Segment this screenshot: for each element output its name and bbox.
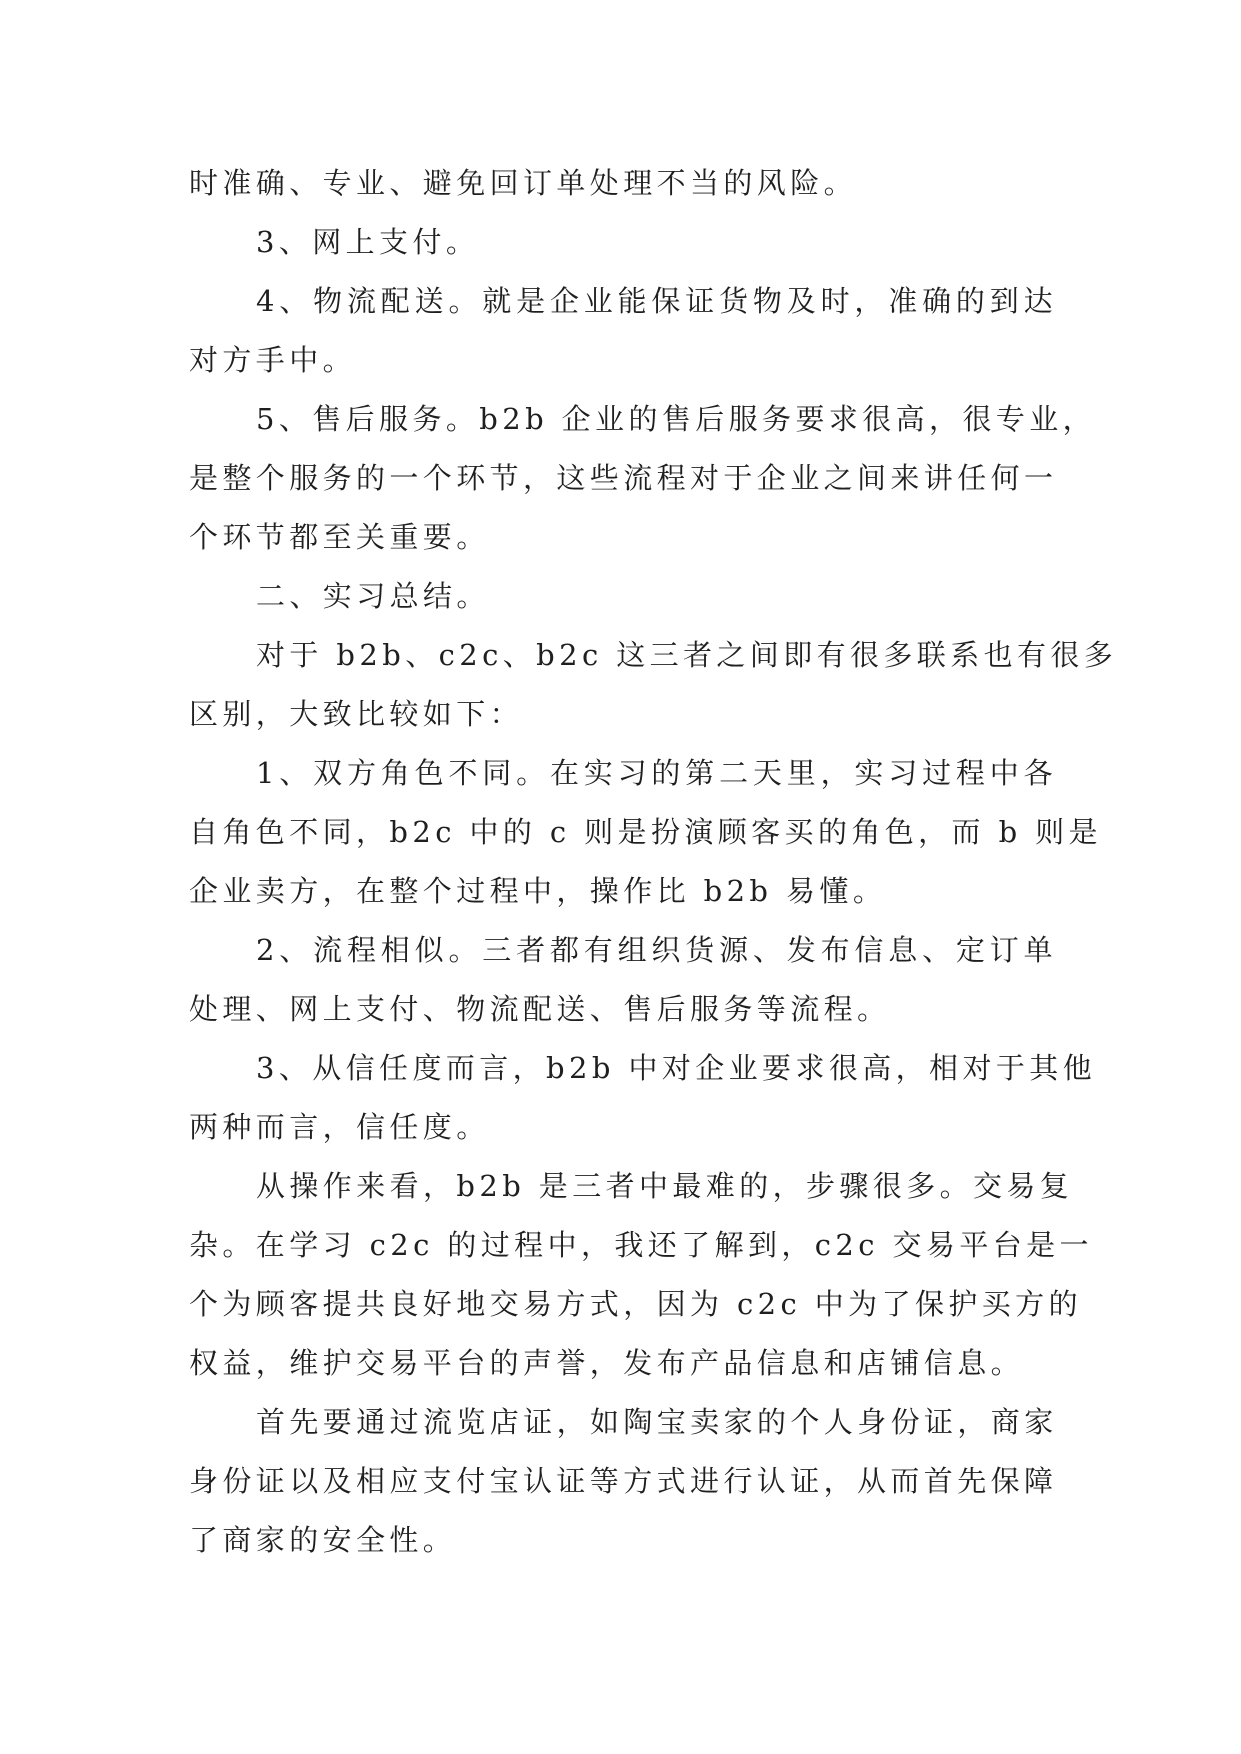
text-line: 企业卖方，在整个过程中，操作比 b2b 易懂。 <box>189 874 887 908</box>
text-line: 4、物流配送。就是企业能保证货物及时，准确的到达 <box>256 284 1057 318</box>
paragraph-continued <box>189 154 1057 213</box>
text-line: 处理、网上支付、物流配送、售后服务等流程。 <box>189 992 891 1026</box>
paragraph <box>189 744 1102 921</box>
text-line: 首先要通过流览店证，如陶宝卖家的个人身份证，商家 <box>256 1405 1058 1439</box>
text-line: 个为顾客提共良好地交易方式，因为 c2c 中为了保护买方的 <box>189 1287 1082 1321</box>
text-line: 2、流程相似。三者都有组织货源、发布信息、定订单 <box>256 933 1057 967</box>
text-line: 杂。在学习 c2c 的过程中，我还了解到，c2c 交易平台是一 <box>189 1228 1093 1262</box>
paragraph <box>189 390 1097 567</box>
text-line: 对方手中。 <box>189 343 357 377</box>
text-line: 两种而言，信任度。 <box>189 1110 490 1144</box>
paragraph <box>189 1157 1093 1393</box>
paragraph <box>189 1393 1057 1570</box>
text-line: 身份证以及相应支付宝认证等方式进行认证，从而首先保障 <box>189 1464 1058 1498</box>
paragraph <box>189 272 1057 390</box>
text-line: 二、实习总结。 <box>256 579 490 613</box>
text-line: 3、从信任度而言，b2b 中对企业要求很高，相对于其他 <box>256 1051 1097 1085</box>
text-line: 从操作来看，b2b 是三者中最难的，步骤很多。交易复 <box>256 1169 1074 1203</box>
paragraph <box>189 626 1118 744</box>
text-line: 了商家的安全性。 <box>189 1523 457 1557</box>
paragraph <box>189 921 1057 1039</box>
text-line: 是整个服务的一个环节，这些流程对于企业之间来讲任何一 <box>189 461 1058 495</box>
text-line: 对于 b2b、c2c、b2c 这三者之间即有很多联系也有很多 <box>256 638 1118 672</box>
text-line: 自角色不同，b2c 中的 c 则是扮演顾客买的角色，而 b 则是 <box>189 815 1102 849</box>
paragraph <box>189 1039 1097 1157</box>
text-line: 5、售后服务。b2b 企业的售后服务要求很高，很专业， <box>256 402 1097 436</box>
text-line: 权益，维护交易平台的声誉，发布产品信息和店铺信息。 <box>189 1346 1025 1380</box>
text-line: 1、双方角色不同。在实习的第二天里，实习过程中各 <box>256 756 1057 790</box>
text-line: 区别，大致比较如下： <box>189 697 524 731</box>
section-heading <box>189 567 1057 626</box>
document-body <box>189 154 1118 1570</box>
paragraph <box>189 213 1057 272</box>
text-line: 个环节都至关重要。 <box>189 520 490 554</box>
text-line: 时准确、专业、避免回订单处理不当的风险。 <box>189 166 858 200</box>
text-line: 3、网上支付。 <box>256 225 480 259</box>
